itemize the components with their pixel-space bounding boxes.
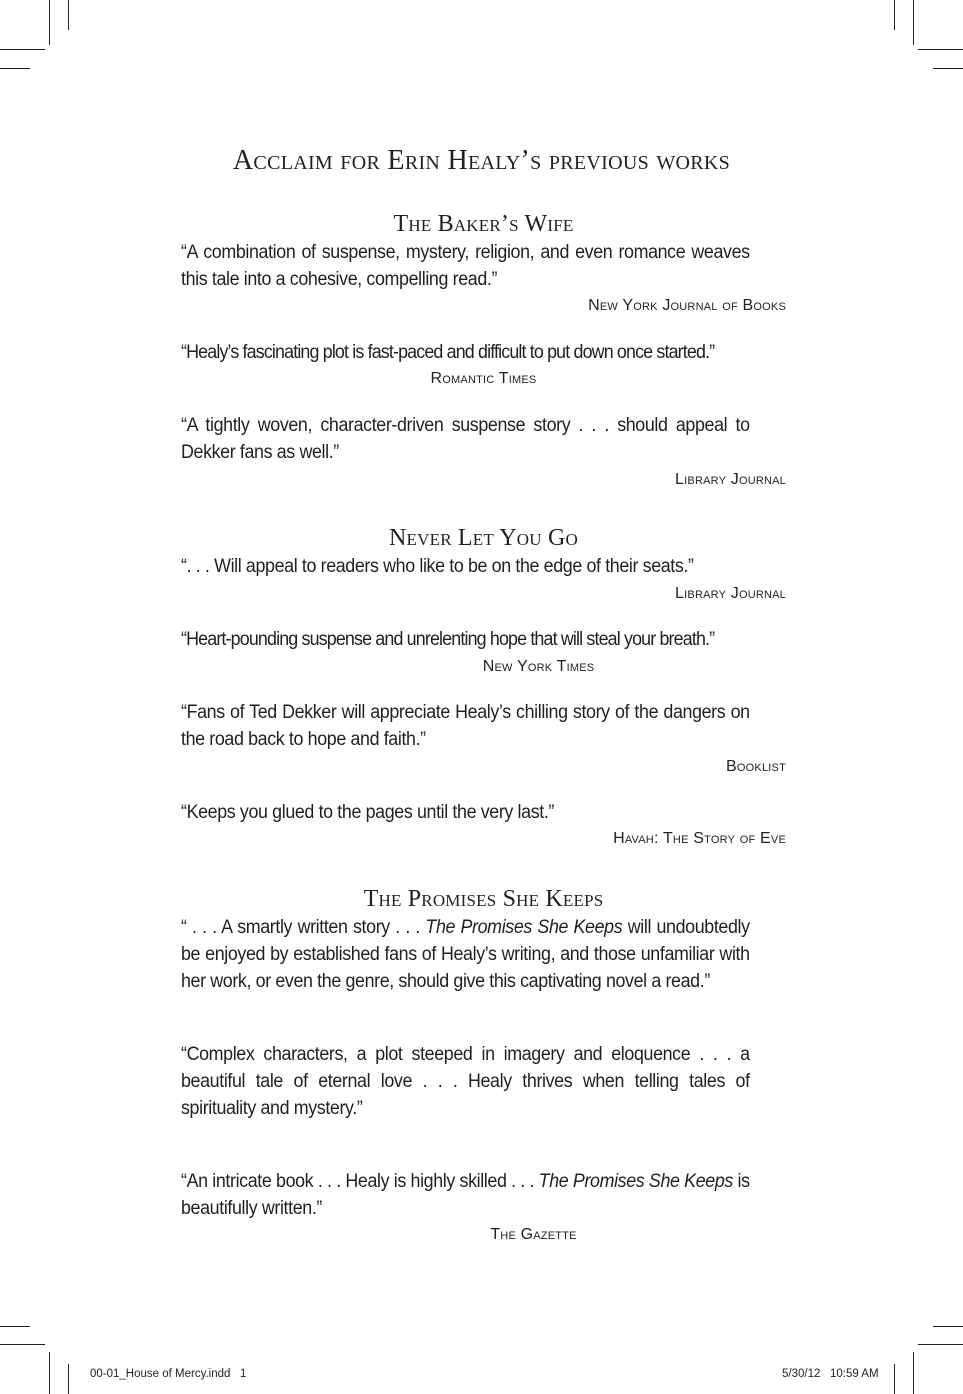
review-quote: “Healy’s fascinating plot is fast-paced and difficult to put down once started.” [181,342,715,363]
review-source: Booklist [726,758,786,775]
crop-mark [918,1344,963,1345]
crop-mark [894,0,895,30]
book-title-italic: The Promises She Keeps [538,1171,733,1192]
slug-filename: 00-01_House of Mercy.indd 1 [90,1368,247,1380]
review-source: Romantic Times [430,370,537,387]
review-source: New York Times [482,658,595,675]
crop-mark [894,1364,895,1394]
review-source: The Gazette [490,1226,577,1243]
review-quote: “A combination of suspense, mystery, religion, and even romance weaves this tale into a cohesive, compelling read.” [181,242,750,290]
crop-mark [0,1344,45,1345]
crop-mark [68,0,69,30]
book-title-promises-she-keeps: The Promises She Keeps [363,886,604,912]
review-source: New York Journal of Books [588,297,786,314]
crop-mark [913,0,914,45]
review-source: Havah: The Story of Eve [613,830,786,847]
review-quote: “. . . Will appeal to readers who like to be on the edge of their seats.” [181,556,694,577]
review-quote: “A tightly woven, character-driven suspense story . . . should appeal to Dekker fans as well.” [181,415,750,463]
book-title-bakers-wife: The Baker’s Wife [393,211,574,237]
crop-mark [0,68,30,69]
page-title: Acclaim for Erin Healy’s previous works [232,145,731,176]
review-quote: “Complex characters, a plot steeped in imagery and eloquence . . . a beautiful tale of eternal love . . . Healy thrives when telling tales of spirituality and mystery.” [181,1044,750,1119]
crop-mark [933,1326,963,1327]
book-title-never-let-you-go: Never Let You Go [389,525,578,551]
review-source: Library Journal [675,585,786,602]
crop-mark [49,0,50,45]
crop-mark [933,68,963,69]
review-quote: “Keeps you glued to the pages until the very last.” [181,802,554,823]
crop-mark [0,49,45,50]
review-source: Library Journal [675,471,786,488]
review-quote: “Heart-pounding suspense and unrelenting hope that will steal your breath.” [181,629,715,650]
review-quote: “Fans of Ted Dekker will appreciate Healy’s chilling story of the dangers on the road back to hope and faith.” [181,702,750,750]
slug-timestamp: 5/30/12 10:59 AM [782,1368,879,1380]
crop-mark [0,1326,30,1327]
crop-mark [49,1352,50,1394]
review-quote: “An intricate book . . . Healy is highly skilled . . . The Promises She Keeps is beautifully written.” [181,1171,750,1219]
book-title-italic: The Promises She Keeps [425,917,623,938]
crop-mark [68,1364,69,1394]
crop-mark [918,49,963,50]
review-quote: “ . . . A smartly written story . . . The Promises She Keeps will undoubtedly be enjoyed by established fans of Healy’s writing, and those unfamiliar with her work, or even the genre, should give this captivating novel a read.” [181,917,750,992]
crop-mark [913,1352,914,1394]
